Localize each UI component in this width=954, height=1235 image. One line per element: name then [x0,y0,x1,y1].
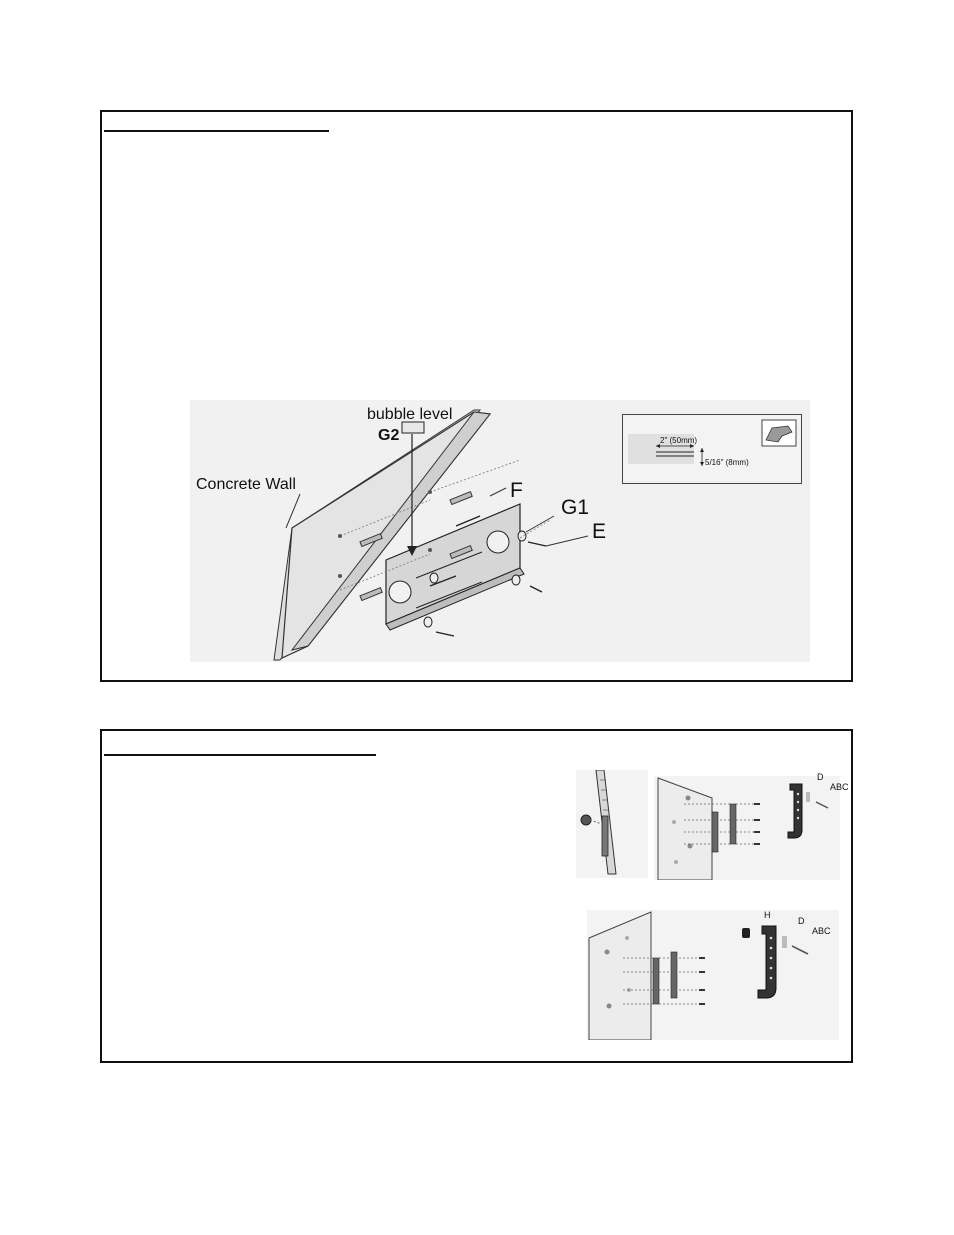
top-screws-label: ABC [830,782,849,792]
bottom-cap-label: H [764,910,771,920]
bottom-spacer-label: D [798,916,805,926]
spacer-icon [782,936,787,948]
drill-inset [622,414,802,484]
bracket-parts-bottom-illustration [736,906,836,1002]
screw-icon [792,946,808,954]
bottom-screws-label: ABC [812,926,831,936]
washer-part-label: G1 [561,496,590,519]
cap-h-icon [742,928,750,938]
spacer-icon [806,792,810,802]
bubble-level-label: bubble level [367,406,453,423]
screw-part-label: E [592,520,607,543]
drill-diameter-label: 5/16" (8mm) [705,458,749,467]
screw-icon [816,802,828,808]
cap-icon [581,815,591,825]
bubble-level-part-label: G2 [378,427,400,444]
anchor-part-label: F [510,479,523,502]
drill-depth-label: 2" (50mm) [660,436,698,445]
plate-hole-right [487,531,509,553]
concrete-wall-label: Concrete Wall [196,476,296,493]
bracket-heading-rule [104,754,376,756]
bracket-parts-top-illustration [780,770,852,842]
top-spacer-label: D [817,772,824,782]
tv-side-profile-illustration [576,770,648,878]
plate-hole-left [389,581,411,603]
install-heading-rule [104,130,329,132]
